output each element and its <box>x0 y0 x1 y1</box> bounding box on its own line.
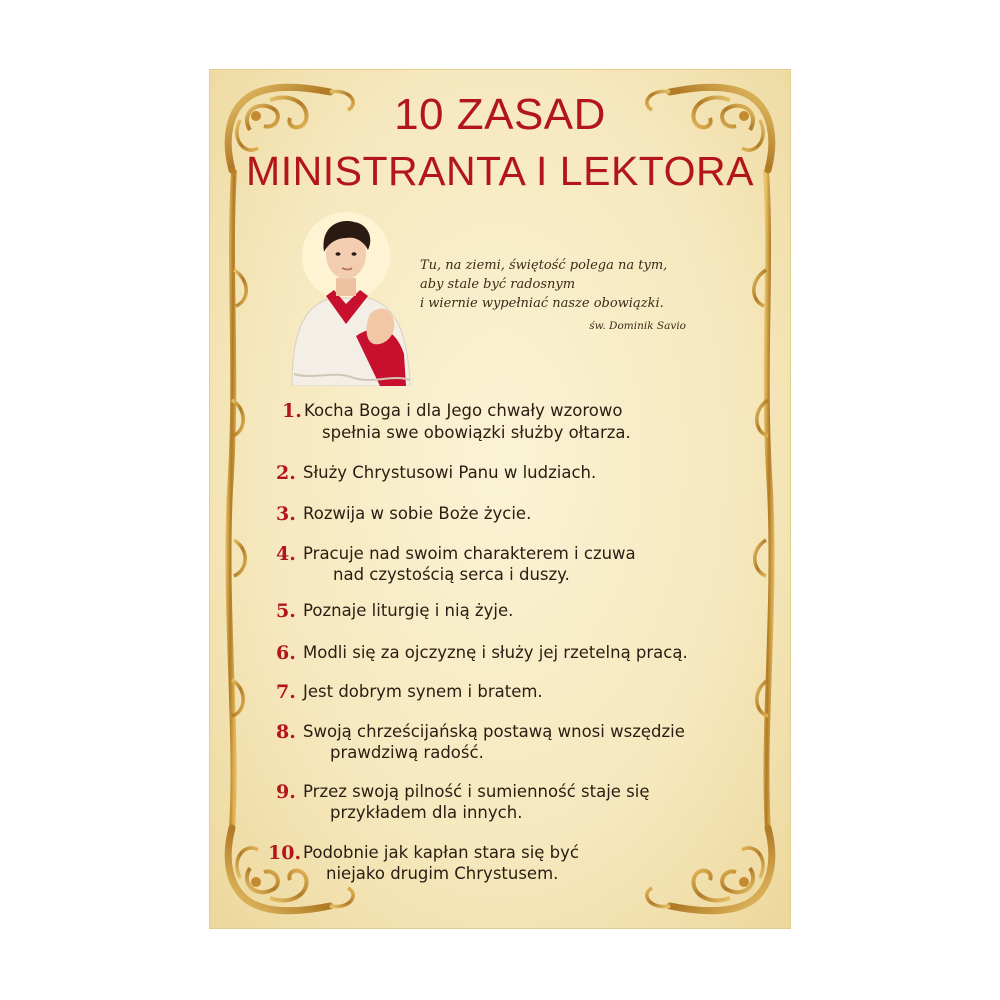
rule-text-line-1: Służy Chrystusowi Panu w ludziach. <box>303 463 597 482</box>
rule-number: 4. <box>276 543 296 565</box>
rule-text-line-1: Rozwija w sobie Boże życie. <box>303 504 532 523</box>
rule-text-line-2: spełnia swe obowiązki służby ołtarza. <box>322 423 631 442</box>
rule-text-line-2: niejako drugim Chrystusem. <box>326 864 559 883</box>
rule-text-line-1: Pracuje nad swoim charakterem i czuwa <box>303 544 636 563</box>
rule-text-line-1: Podobnie jak kapłan stara się być <box>303 843 579 862</box>
rule-text-line-1: Jest dobrym synem i bratem. <box>303 682 543 701</box>
rules-list <box>210 70 790 928</box>
rule-number: 9. <box>276 781 296 803</box>
rule-number: 7. <box>276 681 296 703</box>
quote-line-3: i wiernie wypełniać nasze obowiązki. <box>420 296 664 311</box>
rule-text-line-1: Modli się za ojczyznę i służy jej rzetelną pracą. <box>303 643 688 662</box>
title-line-1: 10 ZASAD <box>394 90 606 139</box>
rule-text-line-2: prawdziwą radość. <box>330 743 484 762</box>
quote-line-1: Tu, na ziemi, świętość polega na tym, <box>420 258 668 273</box>
rule-number: 3. <box>276 503 296 525</box>
poster <box>210 70 790 928</box>
rule-number: 8. <box>276 721 296 743</box>
rule-number: 10. <box>268 842 302 864</box>
quote-author: św. Dominik Savio <box>589 320 686 332</box>
rule-text-line-1: Poznaje liturgię i nią żyje. <box>303 601 514 620</box>
rule-text-line-1: Przez swoją pilność i sumienność staje się <box>303 782 650 801</box>
title-line-2: MINISTRANTA I LEKTORA <box>246 148 754 194</box>
rule-number: 6. <box>276 642 296 664</box>
rule-text-line-1: Kocha Boga i dla Jego chwały wzorowo <box>304 401 623 420</box>
rule-number: 5. <box>276 600 296 622</box>
quote-line-2: aby stale być radosnym <box>420 277 576 292</box>
rule-text-line-2: przykładem dla innych. <box>330 803 523 822</box>
rule-number: 2. <box>276 462 296 484</box>
rule-number: 1. <box>282 400 302 422</box>
rule-text-line-1: Swoją chrześcijańską postawą wnosi wszędzie <box>303 722 685 741</box>
rule-text-line-2: nad czystością serca i duszy. <box>333 565 570 584</box>
